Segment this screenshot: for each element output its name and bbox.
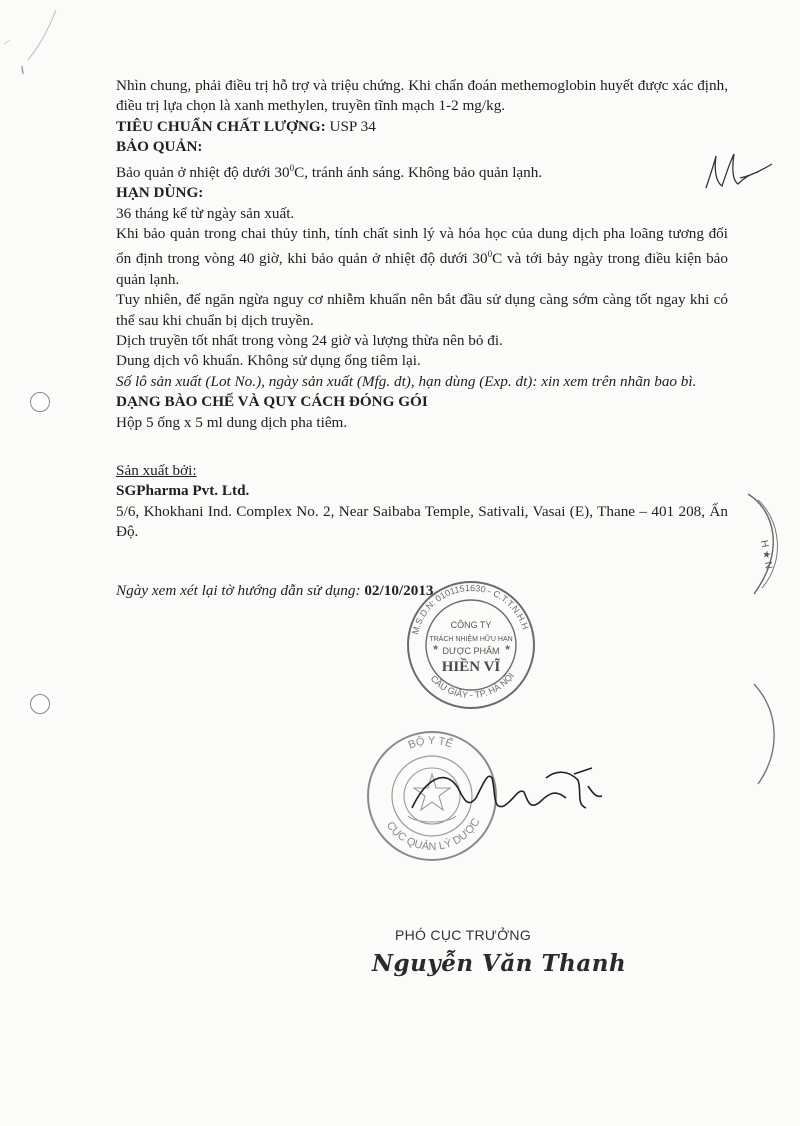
stamp-inner-ring [426,600,516,690]
glass-text-part: C và tới bảy ngày trong điều kiện bảo quản lạnh. [116,250,728,288]
review-date-line [116,582,434,600]
manufacturer-address: 5/6, Khokhani Ind. Complex No. 2, Near Saibaba Temple, Sativali, Vasai (E), Thane – 401 208, Ấn Độ. [116,502,728,541]
quality-heading: TIÊU CHUẨN CHẤT LƯỢNG: [116,117,326,135]
director-signature-icon [406,758,606,828]
glass-degree: 0 [487,249,493,260]
manufacturer-name: SGPharma Pvt. Ltd. [116,482,250,500]
dosage-text: Hộp 5 ống x 5 ml dung dịch pha tiêm. [116,413,348,431]
corner-scan-mark [0,0,70,80]
manufacturer-label: Sản xuất bởi: [116,462,197,480]
infection-text: Tuy nhiên, để ngăn ngừa nguy cơ nhiễm khuẩn nên bắt đầu sử dụng càng sớm càng tốt ngay khi có thể sau khi chuẩn bị dịch truyền. [116,291,728,329]
ministry-top-text: BỘ Y TẾ [406,734,455,752]
expiry-text: 36 tháng kể từ ngày sản xuất. [116,204,295,222]
ministry-bottom-text: CỤC QUẢN LÝ DƯỢC [383,816,483,854]
signatory-title: PHÓ CỤC TRƯỞNG [395,927,532,943]
side-stamp-partial [734,490,800,600]
side-stamp-text: H ★ N [758,539,774,570]
stamp-star-icon: ★ [432,643,440,652]
edge-mark [744,680,800,790]
stamp-line-2: TRÁCH NHIỆM HỮU HẠN [429,636,513,643]
storage-degree: 0 [289,162,295,173]
storage-text [116,158,728,183]
paragraph-treatment: Nhìn chung, phải điều trị hỗ trợ và triệu chứng. Khi chẩn đoán methemoglobin huyết được xác định, điều trị lựa chọn là xanh methylen, truyền tĩnh mạch 1-2 mg/kg. [116,77,728,115]
punch-hole-bottom [30,694,50,714]
stamp-line-4: HIỀN VĨ [441,659,501,675]
stamp-star-icon: ★ [504,643,512,652]
stamp-line-3: DƯỢC PHẨM [442,646,500,656]
sterile-text: Dung dịch vô khuẩn. Không sử dụng ống tiêm lại. [116,352,421,370]
review-date: 02/10/2013 [364,582,434,599]
stamp-ring-text: M.S.D.N: 0101151630 - C.T.T.N.H.H [410,582,531,636]
glass-storage-text [116,224,728,290]
stamp-bottom-text: CẦU GIẤY - TP. HÀ NỘI [428,670,516,701]
dosage-heading: DẠNG BÀO CHẾ VÀ QUY CÁCH ĐÓNG GÓI [116,393,428,411]
quality-line [116,117,728,137]
lot-text: Số lô sản xuất (Lot No.), ngày sản xuất (Mfg. dt), hạn dùng (Exp. dt): xin xem trên nhãn bao bì. [116,372,697,390]
storage-heading: BẢO QUẢN: [116,138,203,156]
expiry-heading: HẠN DÙNG: [116,184,204,202]
company-stamp [404,578,538,712]
glass-text-part: Khi bảo quản trong chai thủy tinh, tính chất sinh lý và hóa học của dung dịch pha loãng tương đối ổn định trong vòng 40 giờ, khi bảo quản ở nhiệt độ dưới 30 [116,224,728,268]
storage-text-part: C, tránh ánh sáng. Không bảo quản lạnh. [294,163,543,181]
review-label: Ngày xem xét lại tờ hướng dẫn sử dụng: [116,582,361,599]
infusion-text: Dịch truyền tốt nhất trong vòng 24 giờ và lượng thừa nên bỏ đi. [116,332,503,349]
stamp-line-1: CÔNG TY [450,620,492,630]
storage-text-part: Bảo quản ở nhiệt độ dưới 30 [116,163,290,181]
punch-hole-top [30,392,50,412]
document-body [116,76,728,543]
stamp-outer-ring [408,582,534,708]
quality-value: USP 34 [329,117,376,135]
signatory-name: Nguyễn Văn Thanh [372,950,627,977]
